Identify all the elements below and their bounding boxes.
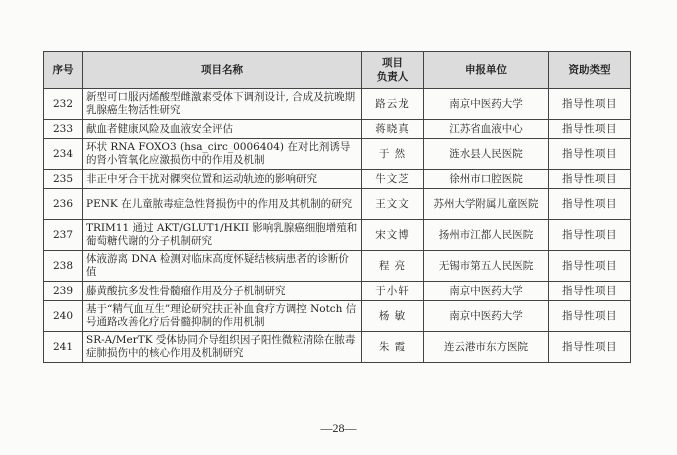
page-number: —28— bbox=[320, 421, 357, 435]
row-name: 藤黄酸抗多发性骨髓瘤作用及分子机制研究 bbox=[83, 282, 362, 301]
table-row bbox=[44, 170, 631, 189]
row-name: 环状 RNA FOXO3 (hsa_circ_0006404) 在对比剂诱导的肾小管氧化应激损伤中的作用及机制 bbox=[83, 139, 362, 170]
row-no: 233 bbox=[44, 120, 83, 139]
row-leader: 牛文芝 bbox=[362, 170, 424, 189]
row-no: 235 bbox=[44, 170, 83, 189]
row-unit: 南京中医药大学 bbox=[424, 282, 549, 301]
row-unit: 苏州大学附属儿童医院 bbox=[424, 189, 549, 220]
row-name: TRIM11 通过 AKT/GLUT1/HKII 影响乳腺癌细胞增殖和葡萄糖代谢的分子机制研究 bbox=[83, 220, 362, 251]
row-leader: 路云龙 bbox=[362, 89, 424, 120]
row-no: 234 bbox=[44, 139, 83, 170]
table-row bbox=[44, 139, 631, 170]
row-no: 232 bbox=[44, 89, 83, 120]
table-row bbox=[44, 251, 631, 282]
row-type: 指导性项目 bbox=[549, 282, 631, 301]
header-name: 项目名称 bbox=[83, 52, 362, 89]
row-type: 指导性项目 bbox=[549, 120, 631, 139]
row-unit: 扬州市江都人民医院 bbox=[424, 220, 549, 251]
row-unit: 无锡市第五人民医院 bbox=[424, 251, 549, 282]
row-name: 非正中牙合干扰对髁突位置和运动轨迹的影响研究 bbox=[83, 170, 362, 189]
row-unit: 徐州市口腔医院 bbox=[424, 170, 549, 189]
row-type: 指导性项目 bbox=[549, 89, 631, 120]
row-type: 指导性项目 bbox=[549, 332, 631, 363]
row-name: 献血者健康风险及血液安全评估 bbox=[83, 120, 362, 139]
row-no: 241 bbox=[44, 332, 83, 363]
row-leader: 于 然 bbox=[362, 139, 424, 170]
row-type: 指导性项目 bbox=[549, 139, 631, 170]
header-no: 序号 bbox=[44, 52, 83, 89]
row-unit: 连云港市东方医院 bbox=[424, 332, 549, 363]
row-unit: 江苏省血液中心 bbox=[424, 120, 549, 139]
header-type: 资助类型 bbox=[549, 52, 631, 89]
row-name: PENK 在儿童脓毒症急性肾损伤中的作用及其机制的研究 bbox=[83, 189, 362, 220]
row-name: SR-A/MerTK 受体协同介导组织因子阳性微粒清除在脓毒症肺损伤中的核心作用及机制研究 bbox=[83, 332, 362, 363]
table-row bbox=[44, 220, 631, 251]
row-name: 基于“精气血互生”理论研究扶正补血食疗方调控 Notch 信号通路改善化疗后骨髓抑制的作用机制 bbox=[83, 301, 362, 332]
row-leader: 朱 霞 bbox=[362, 332, 424, 363]
row-leader: 宋文博 bbox=[362, 220, 424, 251]
row-unit: 南京中医药大学 bbox=[424, 89, 549, 120]
table-row bbox=[44, 189, 631, 220]
row-type: 指导性项目 bbox=[549, 251, 631, 282]
row-no: 237 bbox=[44, 220, 83, 251]
table-row bbox=[44, 301, 631, 332]
table-row bbox=[44, 120, 631, 139]
row-type: 指导性项目 bbox=[549, 189, 631, 220]
row-leader: 于小轩 bbox=[362, 282, 424, 301]
row-leader: 程 亮 bbox=[362, 251, 424, 282]
row-no: 236 bbox=[44, 189, 83, 220]
row-no: 239 bbox=[44, 282, 83, 301]
table-row bbox=[44, 89, 631, 120]
row-leader: 杨 敏 bbox=[362, 301, 424, 332]
row-leader: 蒋晓真 bbox=[362, 120, 424, 139]
table-row bbox=[44, 332, 631, 363]
row-unit: 南京中医药大学 bbox=[424, 301, 549, 332]
table-header-row bbox=[44, 52, 631, 89]
row-type: 指导性项目 bbox=[549, 220, 631, 251]
header-leader-line1: 项目 bbox=[382, 57, 403, 69]
row-no: 238 bbox=[44, 251, 83, 282]
project-table bbox=[43, 51, 631, 363]
header-leader bbox=[362, 52, 424, 89]
table-row bbox=[44, 282, 631, 301]
row-name: 新型可口服丙烯酸型雌激素受体下调剂设计, 合成及抗晚期乳腺癌生物活性研究 bbox=[83, 89, 362, 120]
row-no: 240 bbox=[44, 301, 83, 332]
row-unit: 涟水县人民医院 bbox=[424, 139, 549, 170]
header-unit: 申报单位 bbox=[424, 52, 549, 89]
row-type: 指导性项目 bbox=[549, 301, 631, 332]
row-name: 体液游离 DNA 检测对临床高度怀疑结核病患者的诊断价值 bbox=[83, 251, 362, 282]
row-leader: 王文文 bbox=[362, 189, 424, 220]
header-leader-line2: 负责人 bbox=[376, 71, 409, 83]
row-type: 指导性项目 bbox=[549, 170, 631, 189]
